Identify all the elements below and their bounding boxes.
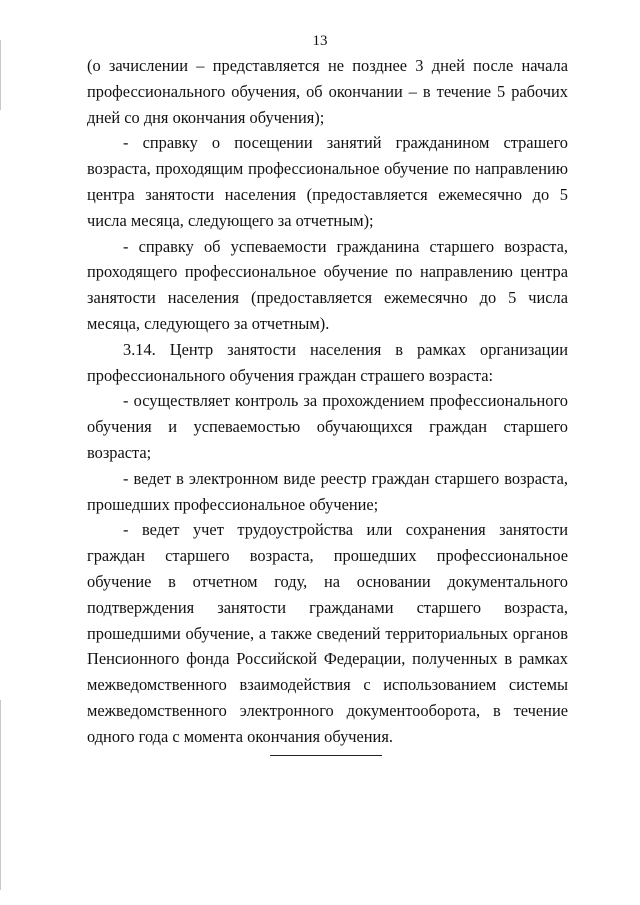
paragraph-section-3-14: 3.14. Центр занятости населения в рамках организации профессионального обучения граждан страшего возраста: xyxy=(87,339,568,385)
page-number: 13 xyxy=(312,33,328,49)
scan-edge-mark xyxy=(0,700,1,890)
paragraph-employment-tracking: - ведет учет трудоустройства или сохранения занятости граждан старшего возраста, прошедших профессиональное обучение в отчетном году, на основании документального подтверждения занятости гражданами старшего возраста, прошедшими обучение, а также сведений территориальных органов Пенсионного фонда Российской Федерации, полученных в рамках межведомственного взаимодействия с использованием системы межведомственного электронного документооборота, в течение одного года с момента окончания обучения. xyxy=(87,520,568,746)
scan-edge-mark xyxy=(0,40,1,110)
document-body xyxy=(87,53,568,750)
paragraph-registry: - ведет в электронном виде реестр граждан старшего возраста, прошедших профессиональное обучение; xyxy=(87,468,568,514)
paragraph-enrollment-notice: (о зачислении – представляется не позднее 3 дней после начала профессионального обучения, об окончании – в течение 5 рабочих дней со дня окончания обучения); xyxy=(87,56,568,127)
end-rule xyxy=(270,755,382,756)
paragraph-attendance-certificate: - справку о посещении занятий гражданином страшего возраста, проходящим профессиональное обучение по направлению центра занятости населения (предоставляется ежемесячно до 5 числа месяца, следующего за отчетным); xyxy=(87,133,568,230)
paragraph-monitoring: - осуществляет контроль за прохождением профессионального обучения и успеваемостью обучающихся граждан старшего возраста; xyxy=(87,391,568,462)
paragraph-progress-certificate: - справку об успеваемости гражданина старшего возраста, проходящего профессиональное обучение по направлению центра занятости населения (предоставляется ежемесячно до 5 числа месяца, следующего за отчетным). xyxy=(87,236,568,333)
